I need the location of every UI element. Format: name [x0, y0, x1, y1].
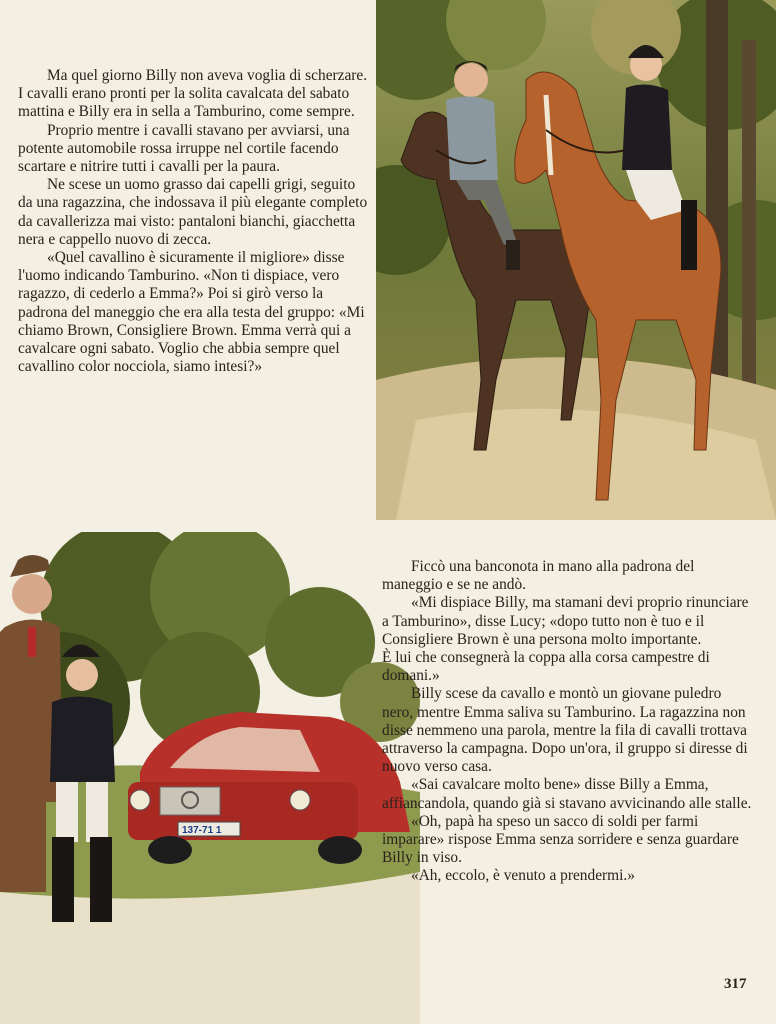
paragraph: «Quel cavallino è sicuramente il migliore» disse l'uomo indicando Tamburino. «Non ti dispiace, vero ragazzo, di cederlo a Emma?» Poi si girò verso la padrona del maneggio che era alla testa del gruppo: «Mi chiamo Brown, Consigliere Brown. Emma verrà qui a cavalcare ogni sabato. Voglio che abbia sempre quel cavallino color nocciola, siamo intesi?» [18, 249, 365, 376]
paragraph: È lui che consegnerà la coppa alla corsa campestre di domani.» [382, 649, 710, 685]
paragraph: «Sai cavalcare molto bene» disse Billy a Emma, affiancandola, quando già si stavano avvicinando alle stalle. [382, 776, 752, 812]
paragraph: Proprio mentre i cavalli stavano per avviarsi, una potente automobile rossa irruppe nel cortile facendo scartare e nitrire tutti i cavalli per la paura. [18, 121, 350, 176]
paragraph: Ne scese un uomo grasso dai capelli grigi, seguito da una ragazzina, che indossava il più elegante completo da cavallerizza mai visto: pantaloni bianchi, giacchetta nera e cappello nuovo di zecca. [18, 176, 368, 248]
paragraph: Ma quel giorno Billy non aveva voglia di scherzare. I cavalli erano pronti per la solita cavalcata del sabato mattina e Billy era in sella a Tamburino, come sempre. [18, 67, 368, 121]
paragraph: Ficcò una banconota in mano alla padrona del maneggio e se ne andò. [382, 558, 695, 594]
license-plate: 137-71 1 [182, 825, 222, 836]
paragraph: «Oh, papà ha speso un sacco di soldi per farmi imparare» rispose Emma senza sorridere e senza guardare Billy in viso. [382, 812, 739, 867]
top-text-column [18, 67, 370, 376]
bottom-text-column [382, 558, 754, 886]
paragraph: Billy scese da cavallo e montò un giovane puledro nero, mentre Emma saliva su Tamburino. La ragazzina non disse nemmeno una parola, mentre la fila di cavalli trottava attraverso la campagna. Dopo un'ora, il gruppo si diresse di nuovo verso casa. [382, 685, 748, 776]
page-number: 317 [724, 976, 747, 992]
horses-riders-illustration [376, 0, 776, 520]
paragraph: «Ah, eccolo, è venuto a prendermi.» [411, 867, 635, 885]
car-and-people-illustration [0, 532, 420, 1024]
paragraph: «Mi dispiace Billy, ma stamani devi proprio rinunciare a Tamburino», disse Lucy; «dopo tutto non è tuo e il Consigliere Brown è una persona molto importante. [382, 594, 749, 648]
